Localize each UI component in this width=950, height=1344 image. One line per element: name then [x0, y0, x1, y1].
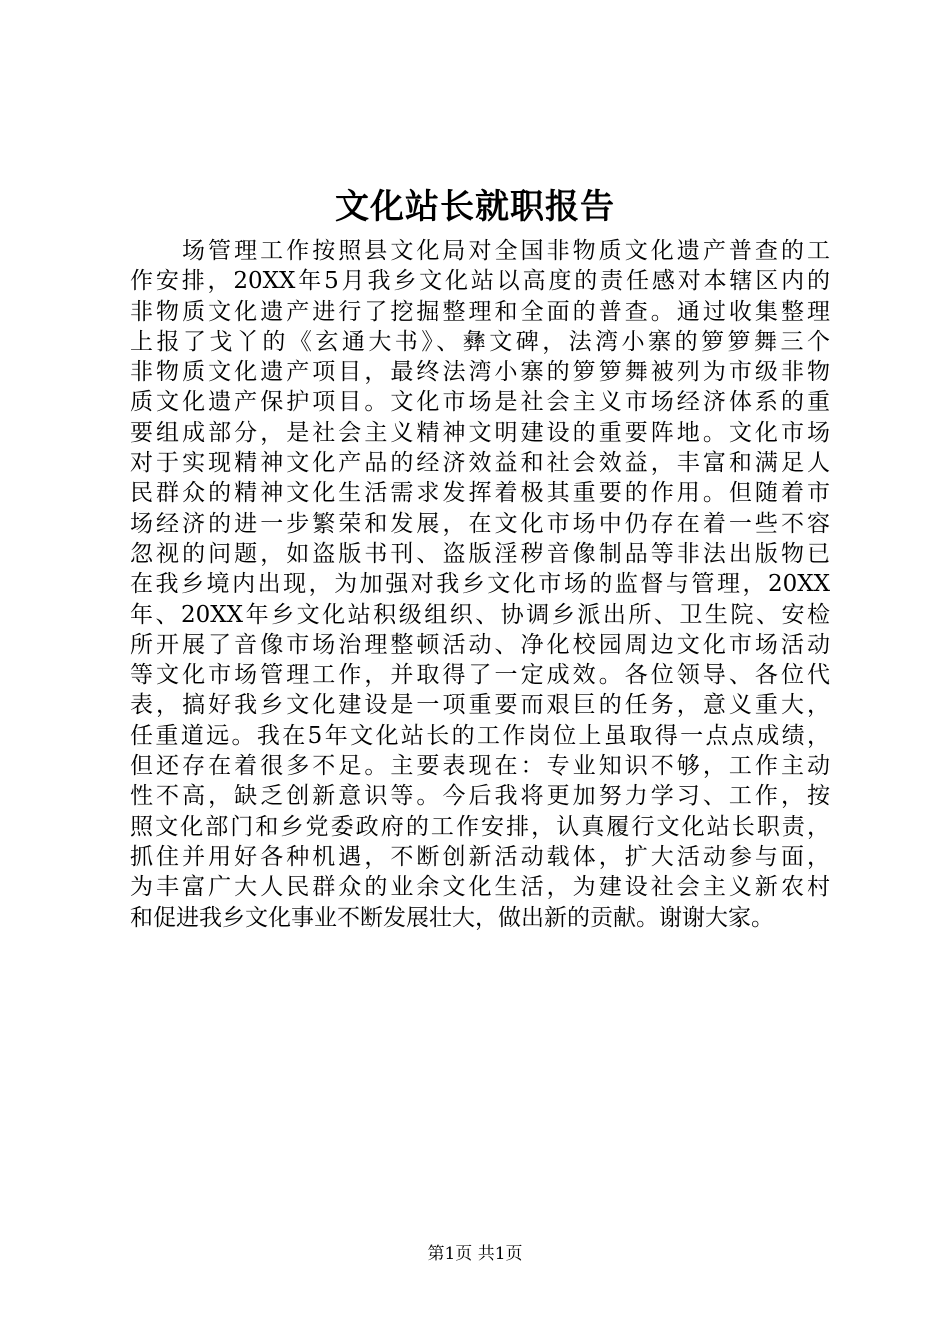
document-title: 文化站长就职报告 [335, 187, 615, 227]
body-line: 照文化部门和乡党委政府的工作安排，认真履行文化站长职责， [130, 813, 830, 840]
body-line: 任重道远。我在5年文化站长的工作岗位上虽取得一点点成绩， [130, 722, 830, 749]
body-line: 上报了戈丫的《玄通大书》、彝文碑，法湾小寨的箩箩舞三个 [130, 328, 830, 355]
body-line: 场经济的进一步繁荣和发展，在文化市场中仍存在着一些不容 [130, 510, 830, 537]
body-line: 性不高，缺乏创新意识等。今后我将更加努力学习、工作，按 [130, 783, 830, 810]
body-line: 要组成部分，是社会主义精神文明建设的重要阵地。文化市场 [130, 419, 830, 446]
body-line: 作安排，20XX年5月我乡文化站以高度的责任感对本辖区内的 [130, 268, 830, 295]
body-line: 非物质文化遗产项目，最终法湾小寨的箩箩舞被列为市级非物 [130, 359, 830, 386]
body-line: 对于实现精神文化产品的经济效益和社会效益，丰富和满足人 [130, 450, 830, 477]
page-footer: 第1页 共1页 [427, 1244, 523, 1264]
body-line: 场管理工作按照县文化局对全国非物质文化遗产普查的工 [182, 238, 830, 264]
body-line: 在我乡境内出现，为加强对我乡文化市场的监督与管理，20XX [130, 571, 830, 598]
body-line: 但还存在着很多不足。主要表现在：专业知识不够，工作主动 [130, 753, 830, 780]
body-line: 质文化遗产保护项目。文化市场是社会主义市场经济体系的重 [130, 389, 830, 416]
body-line: 忽视的问题，如盗版书刊、盗版淫秽音像制品等非法出版物已 [130, 540, 830, 567]
body-line: 非物质文化遗产进行了挖掘整理和全面的普查。通过收集整理 [130, 298, 830, 325]
body-line: 抓住并用好各种机遇，不断创新活动载体，扩大活动参与面， [130, 843, 830, 870]
body-line: 为丰富广大人民群众的业余文化生活，为建设社会主义新农村 [130, 874, 830, 901]
body-line: 年、20XX年乡文化站积级组织、协调乡派出所、卫生院、安检 [130, 601, 830, 628]
body-line: 民群众的精神文化生活需求发挥着极其重要的作用。但随着市 [130, 480, 830, 507]
document-body [130, 236, 830, 933]
body-line: 所开展了音像市场治理整顿活动、净化校园周边文化市场活动 [130, 631, 830, 658]
body-line: 等文化市场管理工作，并取得了一定成效。各位领导、各位代 [130, 662, 830, 689]
body-line: 和促进我乡文化事业不断发展壮大，做出新的贡献。谢谢大家。 [130, 904, 774, 931]
body-line: 表，搞好我乡文化建设是一项重要而艰巨的任务，意义重大， [130, 692, 830, 719]
